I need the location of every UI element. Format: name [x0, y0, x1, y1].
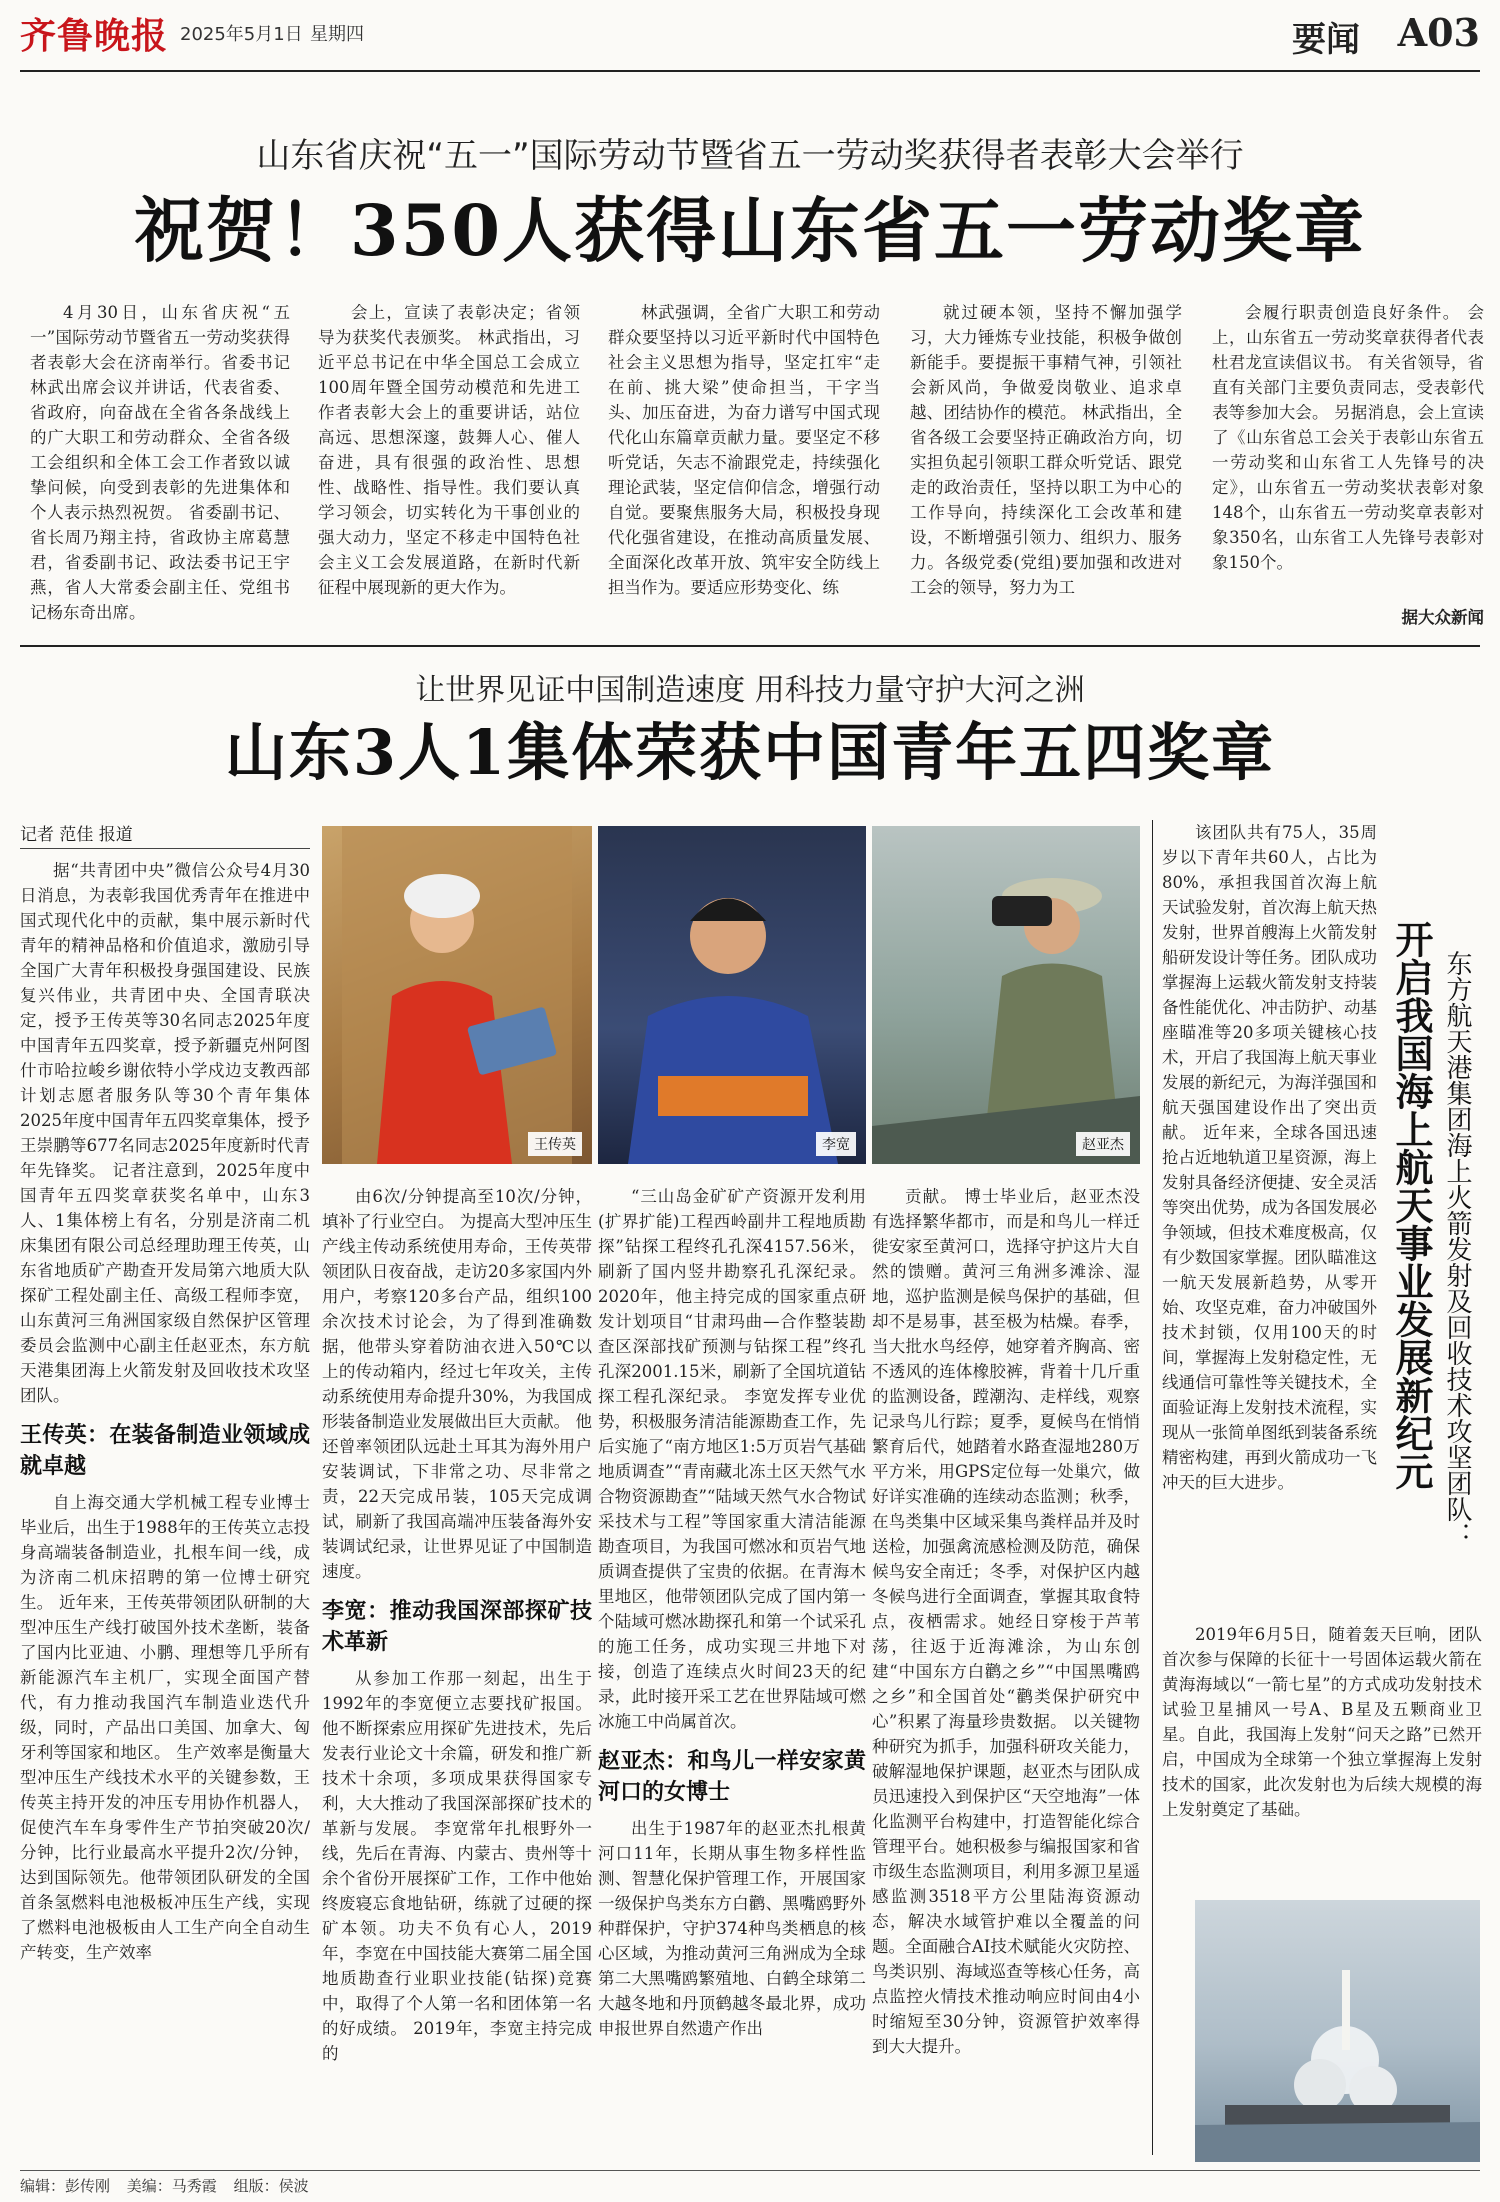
side-divider	[1152, 820, 1153, 2155]
rocket-ship-illustration	[1195, 1900, 1480, 2162]
photo-caption-li: 李宽	[816, 1132, 856, 1156]
masthead-logo: 齐鲁晚报	[20, 15, 169, 57]
story1-column-5: 会履行职责创造良好条件。 会上，山东省五一劳动奖章获得者代表杜君龙宣读倡议书。 有关省领导，省直有关部门主要负责同志，受表彰代表等参加大会。 另据消息，会上宣读了《山东省总工会关于表彰山东省五一劳动奖和山东省工人先锋号的决定》，山东省五一劳动奖状表彰对象148个，山东省五一劳动奖章表彰对象350名，山东省工人先锋号表彰对象150个。	[1212, 303, 1484, 572]
page-number: A03	[1397, 10, 1480, 55]
footer-art: 美编：马秀霞	[126, 2177, 217, 2195]
subhead-wang: 王传英：在装备制造业领域成就卓越	[20, 1423, 310, 1479]
story1-headline: 祝贺！350人获得山东省五一劳动奖章	[133, 189, 1367, 272]
photo-caption-wang: 王传英	[528, 1132, 582, 1156]
story1-column-4: 就过硬本领，坚持不懈加强学习，大力锤炼专业技能，积极争做创新能手。要提振干事精气神，引领社会新风尚，争做爱岗敬业、追求卓越、团结协作的模范。 林武指出，全省各级工会要坚持正确政治方向，切实担负起引领职工群众听党话、跟党走的政治责任，坚持以职工为中心的工作导向，持续深化工会改革和建设，不断增强引领力、组织力、服务力。各级党委(党组)要加强和改进对工会的领导，努力为工	[910, 303, 1182, 597]
photo-zhao-yajie	[872, 826, 1140, 1164]
photo-caption-zhao: 赵亚杰	[1076, 1132, 1130, 1156]
worker-illustration	[322, 826, 592, 1164]
story1-source: 据大众新闻	[1401, 608, 1484, 627]
story2-kicker: 让世界见证中国制造速度 用科技力量守护大河之洲	[415, 673, 1085, 708]
engineer-illustration	[598, 826, 866, 1164]
subhead-zhao: 赵亚杰：和鸟儿一样安家黄河口的女博士	[598, 1749, 866, 1805]
story2-column-1: 据“共青团中央”微信公众号4月30日消息，为表彰我国优秀青年在推进中国式现代化中的贡献，集中展示新时代青年的精神品格和价值追求，激励引导全国广大青年积极投身强国建设、民族复兴伟业，共青团中央、全国青联决定，授予王传英等30名同志2025年度中国青年五四奖章，授予新疆克州阿图什市哈拉峻乡谢依特小学戍边支教西部计划志愿者服务队等30个青年集体2025年度中国青年五四奖章集体，授予王崇鹏等677名同志2025年度新时代青年先锋奖。 记者注意到，2025年度中国青年五四奖章获奖名单中，山东3人、1集体榜上有名，分别是济南二机床集团有限公司总经理助理王传英，山东省地质矿产勘查开发局第六地质大队探矿工程处副主任、高级工程师李宽，山东黄河三角洲国家级自然保护区管理委员会监测中心副主任赵亚杰，东方航天港集团海上火箭发射及回收技术攻坚团队。 王传英：在装备制造业领域成就卓越 自上海交通大学机械工程专业博士毕业后，出生于1988年的王传英立志投身高端装备制造业，扎根车间一线，成为济南二机床招聘的第一位博士研究生。 近年来，王传英带领团队研制的大型冲压生产线打破国外技术垄断，装备了国内比亚迪、小鹏、理想等几乎所有新能源汽车主机厂，实现全面国产替代，有力推动我国汽车制造业迭代升级，同时，产品出口美国、加拿大、匈牙利等国家和地区。 生产效率是衡量大型冲压生产线技术水平的关键参数，王传英主持开发的冲压专用协作机器人，促使汽车车身零件生产节拍突破20次/分钟，比行业最高水平提升2次/分钟，达到国际领先。他带领团队研发的全国首条氢燃料电池极板冲压生产线，实现了燃料电池极板由人工生产向全自动生产转变，生产效率	[20, 861, 310, 1962]
page-footer	[20, 2170, 1480, 2196]
issue-date: 2025年5月1日	[180, 24, 303, 45]
side-kicker: 东方航天港集团海上火箭发射及回收技术攻坚团队：	[1442, 950, 1472, 1548]
researcher-illustration	[872, 826, 1140, 1164]
issue-weekday: 星期四	[310, 24, 364, 45]
photo-wang-chuanying	[322, 826, 592, 1164]
page-header	[20, 0, 1480, 72]
story2-column-2: 由6次/分钟提高至10次/分钟，填补了行业空白。 为提高大型冲压生产线主传动系统使用寿命，王传英带领团队日夜奋战，走访20多家国内外用户，考察120多台产品，组织100余次技术讨论会，为了得到准确数据，他带头穿着防油衣进入50℃以上的传动箱内，经过七年攻关，主传动系统使用寿命提升30%，为我国成形装备制造业发展做出巨大贡献。 他还曾率领团队远赴土耳其为海外用户安装调试，下非常之功、尽非常之责，22天完成吊装，105天完成调试，刷新了我国高端冲压装备海外安装调试纪录，让世界见证了中国制造速度。 李宽：推动我国深部探矿技术革新 从参加工作那一刻起，出生于1992年的李宽便立志要找矿报国。他不断探索应用探矿先进技术，先后发表行业论文十余篇，研发和推广新技术十余项，多项成果获得国家专利，大大推动了我国深部探矿技术的革新与发展。 李宽常年扎根野外一线，先后在青海、内蒙古、贵州等十余个省份开展探矿工作，工作中他始终废寝忘食地钻研，练就了过硬的探矿本领。功夫不负有心人，2019年，李宽在中国技能大赛第二届全国地质勘查行业职业技能(钻探)竞赛中，取得了个人第一名和团体第一名的好成绩。 2019年，李宽主持完成的	[322, 1187, 592, 2063]
photo-li-kuan	[598, 826, 866, 1164]
footer-editor: 编辑：彭传刚	[20, 2177, 111, 2195]
story2-headline: 山东3人1集体荣获中国青年五四奖章	[224, 716, 1276, 789]
story1-column-1: 4月30日，山东省庆祝“五一”国际劳动节暨省五一劳动奖获得者表彰大会在济南举行。省委书记林武出席会议并讲话，代表省委、省政府，向奋战在全省各条战线上的广大职工和劳动群众、全省各级工会组织和全体工会工作者致以诚挚问候，向受到表彰的先进集体和个人表示热烈祝贺。 省委副书记、省长周乃翔主持，省政协主席葛慧君，省委副书记、政法委书记王宇燕，省人大常委会副主任、党组书记杨东奇出席。	[30, 303, 290, 622]
story2-column-5: 该团队共有75人，35周岁以下青年共60人，占比为80%，承担我国首次海上航天试验发射，首次海上航天热发射，世界首艘海上火箭发射船研发设计等任务。团队成功掌握海上运载火箭发射支持装备性能优化、冲击防护、动基座瞄准等20多项关键核心技术，开启了我国海上航天事业发展的新纪元，为海洋强国和航天强国建设作出了突出贡献。 近年来，全球各国迅速抢占近地轨道卫星资源，海上发射具备经济便捷、安全灵活等突出优势，成为各国发展必争领域，但技术难度极高，仅有少数国家掌握。团队瞄准这一航天发展新趋势，从零开始、攻坚克难，奋力冲破国外技术封锁，仅用100天的时间，掌握海上发射稳定性，无线通信可靠性等关键技术，全面验证海上发射技术流程，实现从一张简单图纸到装备系统精密构建，再到火箭成功一飞冲天的巨大进步。	[1162, 823, 1377, 1492]
story2-column-4: 贡献。 博士毕业后，赵亚杰没有选择繁华都市，而是和鸟儿一样迁徙安家至黄河口，选择守护这片大自然的馈赠。黄河三角洲多滩涂、湿地，巡护监测是候鸟保护的基础，但却不是易事，甚至极为枯燥。春季，当大批水鸟经停，她穿着齐胸高、密不透风的连体橡胶裤，背着十几斤重的监测设备，蹚潮沟、走样线，观察记录鸟儿行踪；夏季，夏候鸟在悄悄繁育后代，她踏着水路查湿地280万平方米，用GPS定位每一处巢穴，做好详实准确的连续动态监测；秋季，在鸟类集中区域采集鸟粪样品并及时送检，加强禽流感检测及防范，确保候鸟安全南迁；冬季，对保护区内越冬候鸟进行全面调查，掌握其取食特点，夜栖需求。她经日穿梭于芦苇荡，往返于近海滩涂，为山东创建“中国东方白鹳之乡”“中国黑嘴鸥之乡”和全国首处“鹳类保护研究中心”积累了海量珍贵数据。 以关键物种研究为抓手，加强科研攻关能力，破解湿地保护课题，赵亚杰与团队成员迅速投入到保护区“天空地海”一体化监测平台构建中，打造智能化综合管理平台。她积极参与编报国家和省市级生态监测项目，利用多源卫星遥感监测3518平方公里陆海资源动态，解决水域管护难以全覆盖的问题。全面融合AI技术赋能火灾防控、鸟类识别、海域巡查等核心任务，高点监控火情技术推动响应时间由4小时缩短至30分钟，资源管护效率得到大大提升。	[872, 1187, 1140, 2056]
section-divider	[20, 645, 1480, 647]
photo-rocket-launch	[1195, 1900, 1480, 2162]
story1-column-2: 会上，宣读了表彰决定；省领导为获奖代表颁奖。 林武指出，习近平总书记在中华全国总工会成立100周年暨全国劳动模范和先进工作者表彰大会上的重要讲话，站位高远、思想深邃，鼓舞人心、催人奋进，具有很强的政治性、思想性、战略性、指导性。我们要认真学习领会，切实转化为干事创业的强大动力，坚定不移走中国特色社会主义工会发展道路，在新时代新征程中展现新的更大作为。	[318, 303, 580, 597]
side-headline: 开启我国海上航天事业发展新纪元	[1389, 920, 1433, 1490]
byline: 记者 范佳 报道	[20, 820, 310, 849]
story1-column-3: 林武强调，全省广大职工和劳动群众要坚持以习近平新时代中国特色社会主义思想为指导，坚定扛牢“走在前、挑大梁”使命担当，干字当头、加压奋进，为奋力谱写中国式现代化山东篇章贡献力量。要坚定不移听党话，矢志不渝跟党走，持续强化理论武装，坚定信仰信念，增强行动自觉。要聚焦服务大局，积极投身现代化强省建设，在推动高质量发展、全面深化改革开放、筑牢安全防线上担当作为。要适应形势变化、练	[608, 303, 880, 597]
subhead-li: 李宽：推动我国深部探矿技术革新	[322, 1599, 592, 1655]
story1-kicker: 山东省庆祝“五一”国际劳动节暨省五一劳动奖获得者表彰大会举行	[256, 136, 1244, 176]
story2-column-5b: 2019年6月5日，随着轰天巨响，团队首次参与保障的长征十一号固体运载火箭在黄海海域以“一箭七星”的方式成功发射技术试验卫星捕风一号A、B星及五颗商业卫星。自此，我国海上发射“问天之路”已然开启，中国成为全球第一个独立掌握海上发射技术的国家，此次发射也为后续大规模的海上发射奠定了基础。	[1162, 1625, 1482, 1819]
section-name: 要闻	[1292, 20, 1360, 60]
story2-column-3: “三山岛金矿矿产资源开发利用(扩界扩能)工程西岭副井工程地质勘探”钻探工程终孔孔深4157.56米，刷新了国内竖井勘察孔孔深纪录。2020年，他主持完成的国家重点研发计划项目“甘肃玛曲—合作整装勘查区深部找矿预测与钻探工程”终孔孔深2001.15米，刷新了全国坑道钻探工程孔深纪录。 李宽发挥专业优势，积极服务清洁能源勘查工作，先后实施了“南方地区1:5万页岩气基础地质调查”“青南藏北冻土区天然气水合物资源勘查”“陆域天然气水合物试采技术与工程”等国家重大清洁能源勘查项目，为我国可燃冰和页岩气地质调查提供了宝贵的依据。在青海木里地区，他带领团队完成了国内第一个陆域可燃冰勘探孔和第一个试采孔的施工任务，成功实现三井地下对接，创造了连续点火时间23天的纪录，此时接开采工艺在世界陆域可燃冰施工中尚属首次。 赵亚杰：和鸟儿一样安家黄河口的女博士 出生于1987年的赵亚杰扎根黄河口11年，长期从事生物多样性监测、智慧化保护管理工作，开展国家一级保护鸟类东方白鹳、黑嘴鸥野外种群保护，守护374种鸟类栖息的核心区域，为推动黄河三角洲成为全球第二大黑嘴鸥繁殖地、白鹤全球第二大越冬地和丹顶鹤越冬最北界，成功申报世界自然遗产作出	[598, 1187, 866, 2038]
footer-layout: 组版：侯波	[233, 2177, 309, 2195]
